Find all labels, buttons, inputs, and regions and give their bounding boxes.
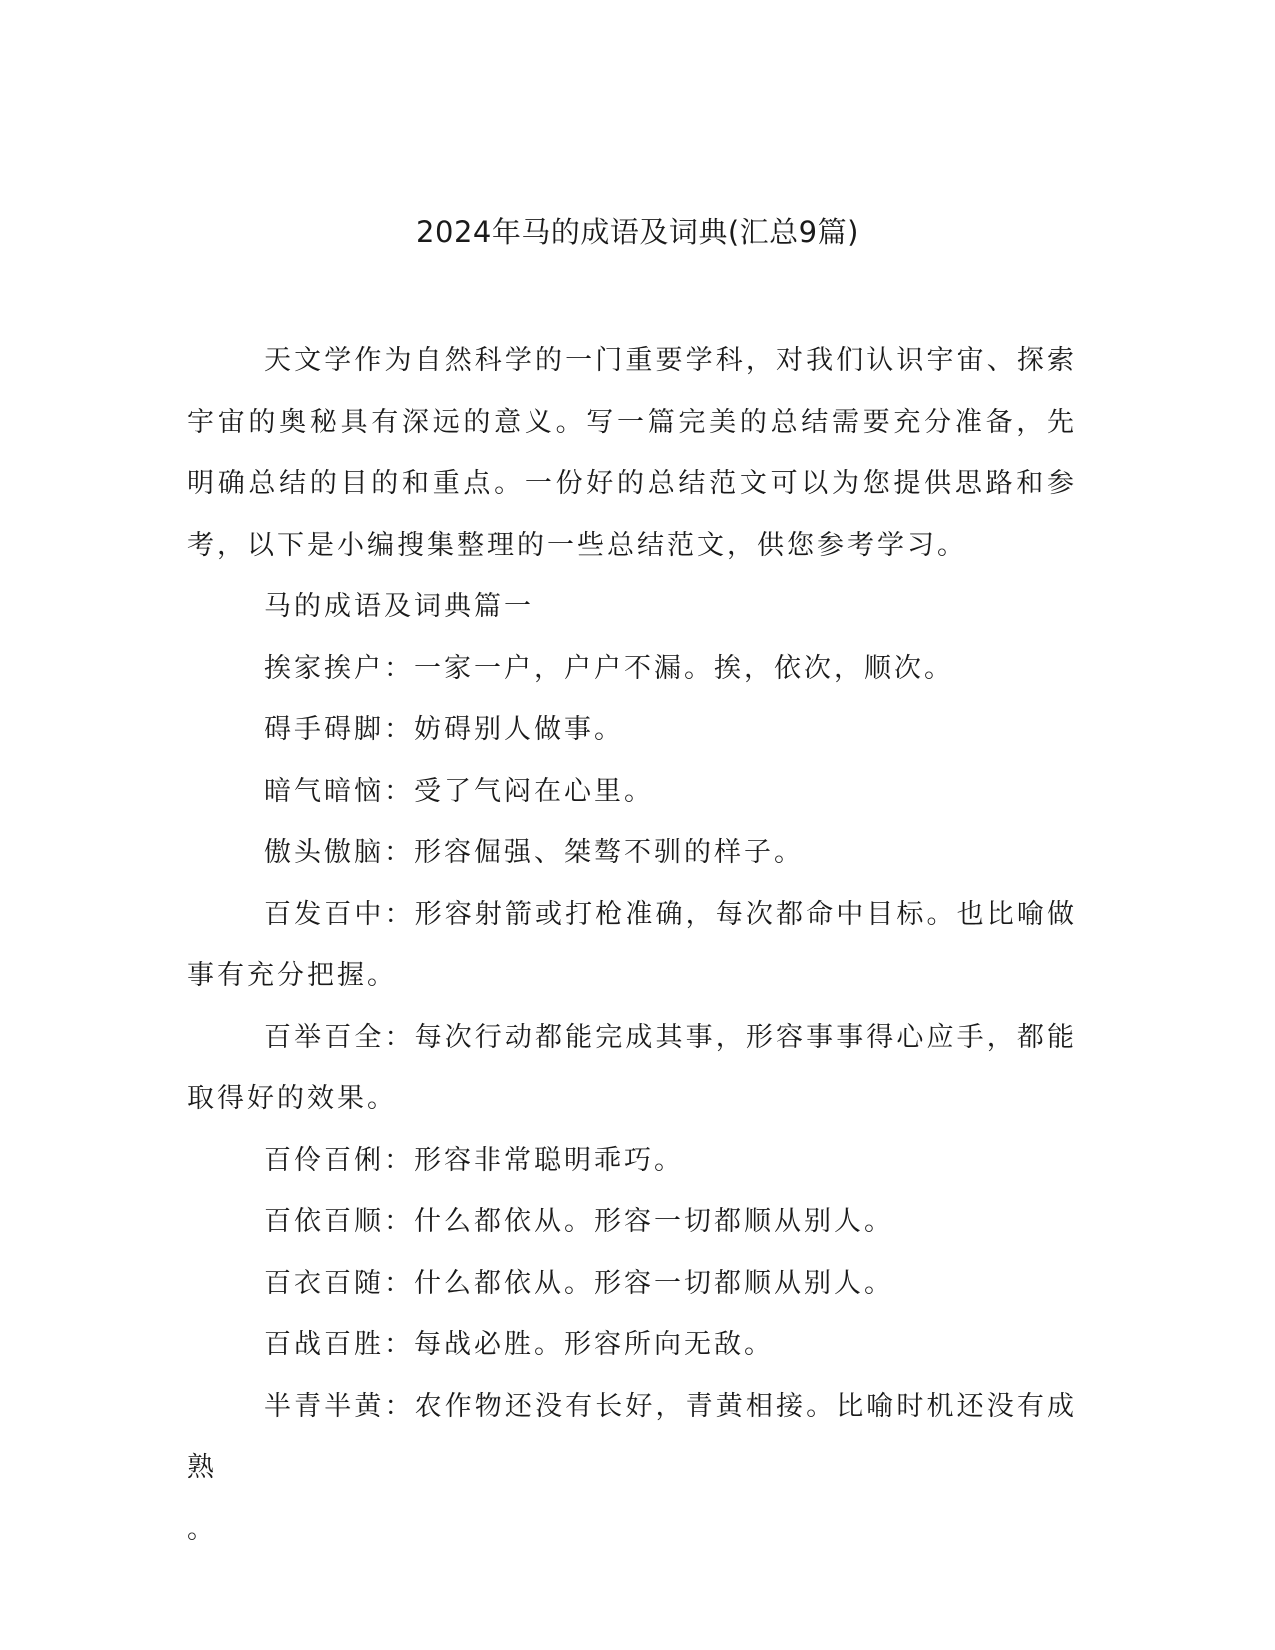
idiom-entry: 百衣百随：什么都依从。形容一切都顺从别人。 xyxy=(264,1267,894,1299)
intro-paragraph: 天文学作为自然科学的一门重要学科，对我们认识宇宙、探索宇宙的奥秘具有深远的意义。写一篇完美的总结需要充分准备，先明确总结的目的和重点。一份好的总结范文可以为您提供思路和参考，以下是小编搜集整理的一些总结范文，供您参考学习。 xyxy=(187,345,1077,561)
idiom-entry: 百发百中：形容射箭或打枪准确，每次都命中目标。也比喻做事有充分把握。 xyxy=(187,898,1077,991)
idiom-entry: 碍手碍脚：妨碍别人做事。 xyxy=(264,714,624,745)
idiom-entry: 半青半黄：农作物还没有长好，青黄相接。比喻时机还没有成熟 xyxy=(187,1390,1077,1483)
idiom-entry: 百举百全：每次行动都能完成其事，形容事事得心应手，都能取得好的效果。 xyxy=(187,1021,1077,1114)
idiom-entry: 暗气暗恼：受了气闷在心里。 xyxy=(264,775,654,807)
idiom-entry: 百伶百俐：形容非常聪明乖巧。 xyxy=(264,1144,684,1176)
section-heading: 马的成语及词典篇一 xyxy=(264,591,534,622)
idiom-entry: 挨家挨户：一家一户，户户不漏。挨，依次，顺次。 xyxy=(264,652,954,684)
idiom-entry: 百依百顺：什么都依从。形容一切都顺从别人。 xyxy=(264,1206,894,1237)
document-title: 2024年马的成语及词典(汇总9篇) xyxy=(416,215,859,249)
idiom-entry: 百战百胜：每战必胜。形容所向无敌。 xyxy=(264,1329,774,1360)
trailing-punctuation: 。 xyxy=(187,1513,217,1545)
document-body xyxy=(187,330,1077,1560)
idiom-entry: 傲头傲脑：形容倔强、桀骜不驯的样子。 xyxy=(264,837,804,868)
